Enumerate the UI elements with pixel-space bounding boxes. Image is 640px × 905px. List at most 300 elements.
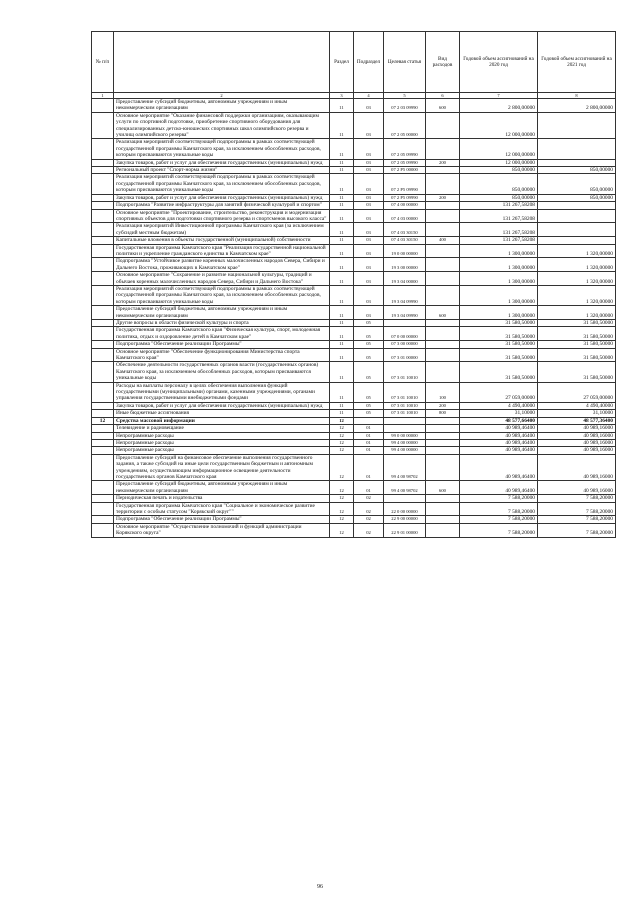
row-amount-2020: 7 588,20000 <box>460 516 538 523</box>
row-number <box>92 99 114 113</box>
row-name: Реализация мероприятий Инвестиционной программы Камчатского края (за исключением субсидий местным бюджетам) <box>114 223 330 237</box>
row-amount-2021: 31 580,50000 <box>538 327 616 341</box>
row-number <box>92 272 114 286</box>
header-razdel: Раздел <box>330 32 354 93</box>
row-podrazdel: 05 <box>354 402 384 409</box>
row-razdel: 11 <box>330 159 354 166</box>
row-name: Непрограммные расходы <box>114 447 330 454</box>
row-name: Периодическая печать и издательства <box>114 495 330 502</box>
row-amount-2021: 40 989,16000 <box>538 432 616 439</box>
row-target-article <box>384 320 426 327</box>
row-expense-type <box>426 285 460 305</box>
row-razdel: 11 <box>330 202 354 209</box>
row-amount-2021 <box>538 223 616 237</box>
row-number <box>92 454 114 481</box>
row-amount-2020: 12 000,00000 <box>460 159 538 166</box>
row-target-article: 19 3 00 00000 <box>384 258 426 272</box>
row-expense-type <box>426 516 460 523</box>
table-row <box>92 454 616 481</box>
row-expense-type: 200 <box>426 194 460 201</box>
row-amount-2021: 31 580,50000 <box>538 362 616 382</box>
table-row <box>92 174 616 194</box>
row-podrazdel: 03 <box>354 258 384 272</box>
row-expense-type <box>426 209 460 223</box>
row-amount-2021: 31,10000 <box>538 410 616 417</box>
row-amount-2021 <box>538 202 616 209</box>
row-target-article: 22 9 00 00000 <box>384 516 426 523</box>
row-target-article: 07 0 00 00000 <box>384 327 426 341</box>
row-amount-2021: 7 588,20000 <box>538 523 616 537</box>
row-podrazdel: 02 <box>354 502 384 516</box>
row-name: Подпрограмма "Развитие инфраструктуры для занятий физической культурой и спортом" <box>114 202 330 209</box>
row-expense-type <box>426 139 460 159</box>
row-razdel: 12 <box>330 502 354 516</box>
row-target-article: 07 2 P5 09990 <box>384 194 426 201</box>
table-row <box>92 327 616 341</box>
row-razdel: 11 <box>330 402 354 409</box>
table-row <box>92 244 616 258</box>
row-amount-2020: 12 000,00000 <box>460 139 538 159</box>
row-target-article: 19 3 04 09990 <box>384 306 426 320</box>
row-name: Основное мероприятие "Проектирование, строительство, реконструкция и модернизация спортивных объектов для подготовки спортивного резерва и спортсменов высокого класса" <box>114 209 330 223</box>
row-name: Расходы на выплаты персоналу в целях обеспечения выполнения функций государственными (муниципальными) органами, казенными учреждениями, органами управления государственными внебюджетными фондами <box>114 382 330 402</box>
row-number <box>92 285 114 305</box>
row-number <box>92 402 114 409</box>
row-number <box>92 523 114 537</box>
table-row <box>92 223 616 237</box>
table-header-row <box>92 32 616 93</box>
table-row <box>92 272 616 286</box>
row-name: Подпрограмма "Обеспечение реализации Программы" <box>114 516 330 523</box>
row-target-article: 07 3 01 00000 <box>384 348 426 362</box>
table-row <box>92 194 616 201</box>
row-amount-2021 <box>538 139 616 159</box>
row-name: Закупка товаров, работ и услуг для обеспечения государственных (муниципальных) нужд <box>114 402 330 409</box>
column-number: 2 <box>114 93 330 99</box>
row-podrazdel: 03 <box>354 272 384 286</box>
row-number <box>92 439 114 446</box>
row-amount-2021: 31 580,50000 <box>538 320 616 327</box>
row-expense-type: 600 <box>426 99 460 113</box>
row-amount-2021: 850,00000 <box>538 167 616 174</box>
row-amount-2020: 40 989,46400 <box>460 432 538 439</box>
row-number <box>92 320 114 327</box>
row-number <box>92 209 114 223</box>
table-row <box>92 447 616 454</box>
row-name: Другие вопросы в области физической культуры и спорта <box>114 320 330 327</box>
table-row <box>92 167 616 174</box>
row-amount-2020: 850,00000 <box>460 167 538 174</box>
row-target-article: 99 4 00 00000 <box>384 439 426 446</box>
row-target-article: 99 4 00 98702 <box>384 481 426 495</box>
row-name: Средства массовой информации <box>114 417 330 424</box>
row-target-article: 07 4 03 30150 <box>384 223 426 237</box>
row-number <box>92 194 114 201</box>
column-number: 7 <box>460 93 538 99</box>
row-target-article: 07 3 01 10010 <box>384 410 426 417</box>
column-number: 1 <box>92 93 114 99</box>
row-name: Подпрограмма "Устойчивое развитие коренных малочисленных народов Севера, Сибири и Дальнего Востока, проживающих в Камчатском крае" <box>114 258 330 272</box>
row-number <box>92 159 114 166</box>
row-podrazdel <box>354 417 384 424</box>
row-amount-2021: 48 577,36400 <box>538 417 616 424</box>
row-razdel: 11 <box>330 209 354 223</box>
table-row <box>92 425 616 432</box>
row-name: Подпрограмма "Обеспечение реализации Программы" <box>114 341 330 348</box>
row-target-article <box>384 495 426 502</box>
row-amount-2021 <box>538 112 616 139</box>
header-podrazdel: Подраздел <box>354 32 384 93</box>
row-razdel: 11 <box>330 237 354 244</box>
row-target-article: 99 4 00 98702 <box>384 454 426 481</box>
row-target-article: 22 9 01 00000 <box>384 523 426 537</box>
table-row <box>92 209 616 223</box>
row-expense-type <box>426 348 460 362</box>
column-number: 5 <box>384 93 426 99</box>
row-target-article: 19 3 04 00000 <box>384 272 426 286</box>
row-amount-2021: 40 989,16000 <box>538 425 616 432</box>
row-amount-2021: 27 059,00000 <box>538 382 616 402</box>
row-expense-type <box>426 341 460 348</box>
table-row <box>92 516 616 523</box>
row-number <box>92 174 114 194</box>
row-podrazdel: 05 <box>354 362 384 382</box>
row-expense-type <box>426 447 460 454</box>
row-podrazdel: 03 <box>354 112 384 139</box>
row-amount-2020: 31,10000 <box>460 410 538 417</box>
row-amount-2021: 7 588,20000 <box>538 502 616 516</box>
row-number <box>92 258 114 272</box>
header-target-article: Целевая статья <box>384 32 426 93</box>
row-amount-2021: 7 588,20000 <box>538 516 616 523</box>
row-target-article: 19 0 00 00000 <box>384 244 426 258</box>
row-amount-2020: 31 580,50000 <box>460 362 538 382</box>
row-name: Государственная программа Камчатского края "Физическая культура, спорт, молодежная политика, отдых и оздоровление детей в Камчатском крае" <box>114 327 330 341</box>
table-row <box>92 285 616 305</box>
row-razdel: 11 <box>330 410 354 417</box>
header-year-2020: Годовой объем ассигнований на 2020 год <box>460 32 538 93</box>
table-row <box>92 523 616 537</box>
row-razdel: 11 <box>330 258 354 272</box>
row-number <box>92 425 114 432</box>
row-target-article: 07 2 P5 00000 <box>384 167 426 174</box>
row-expense-type: 600 <box>426 306 460 320</box>
row-amount-2020: 4 490,40000 <box>460 402 538 409</box>
row-amount-2021 <box>538 237 616 244</box>
row-name: Капитальные вложения в объекты государственной (муниципальной) собственности <box>114 237 330 244</box>
row-name: Основное мероприятие "Обеспечение функционирования Министерства спорта Камчатского края" <box>114 348 330 362</box>
row-amount-2021: 4 490,40000 <box>538 402 616 409</box>
row-name: Закупка товаров, работ и услуг для обеспечения государственных (муниципальных) нужд <box>114 194 330 201</box>
row-razdel: 11 <box>330 320 354 327</box>
table-row <box>92 258 616 272</box>
row-amount-2020: 40 989,46400 <box>460 425 538 432</box>
row-name: Предоставление субсидий на финансовое обеспечение выполнения государственного задания, а также субсидий на иные цели государственным бюджетным и автономным учреждениям, осуществляющим информационное освещение деятельности государственных органов Камчатского края <box>114 454 330 481</box>
row-podrazdel: 05 <box>354 348 384 362</box>
row-amount-2021: 850,00000 <box>538 174 616 194</box>
row-expense-type <box>426 439 460 446</box>
row-number <box>92 237 114 244</box>
row-podrazdel: 05 <box>354 410 384 417</box>
budget-table <box>91 31 616 538</box>
row-amount-2021: 850,00000 <box>538 194 616 201</box>
row-target-article: 07 4 03 30150 <box>384 237 426 244</box>
row-expense-type <box>426 272 460 286</box>
row-number <box>92 362 114 382</box>
row-target-article: 07 3 01 10010 <box>384 362 426 382</box>
row-razdel: 11 <box>330 285 354 305</box>
row-name: Обеспечение деятельности государственных органов власти (государственных органов) Камчатского края, за исключением обособленных расходов, которым присваиваются уникальные коды <box>114 362 330 382</box>
row-podrazdel: 01 <box>354 439 384 446</box>
row-name: Государственная программа Камчатского края "Реализация государственной национальной политики и укрепление гражданского единства в Камчатском крае" <box>114 244 330 258</box>
row-target-article: 99 0 00 00000 <box>384 432 426 439</box>
row-amount-2020: 31 580,50000 <box>460 327 538 341</box>
row-podrazdel: 03 <box>354 167 384 174</box>
row-expense-type <box>426 417 460 424</box>
row-expense-type <box>426 502 460 516</box>
header-expense-type: Вид расходов <box>426 32 460 93</box>
row-number: 12 <box>92 417 114 424</box>
row-razdel: 11 <box>330 327 354 341</box>
table-row <box>92 112 616 139</box>
row-amount-2020: 7 588,20000 <box>460 495 538 502</box>
row-podrazdel: 02 <box>354 516 384 523</box>
row-podrazdel: 03 <box>354 285 384 305</box>
row-expense-type <box>426 223 460 237</box>
row-target-article: 07 4 00 00000 <box>384 202 426 209</box>
row-name: Реализация мероприятий соответствующей подпрограммы в рамках соответствующей государственной программы Камчатского края, за исключением обособленных расходов, которым присваиваются уникальные коды <box>114 174 330 194</box>
row-podrazdel: 05 <box>354 341 384 348</box>
row-razdel: 11 <box>330 341 354 348</box>
row-name: Основное мероприятие "Осуществление полномочий и функций администрации Корякского округа" <box>114 523 330 537</box>
row-razdel: 11 <box>330 244 354 258</box>
row-expense-type <box>426 244 460 258</box>
row-razdel: 12 <box>330 481 354 495</box>
row-razdel: 11 <box>330 348 354 362</box>
table-row <box>92 202 616 209</box>
row-target-article: 19 3 04 09990 <box>384 285 426 305</box>
row-number <box>92 112 114 139</box>
row-name: Региональный проект "Спорт-норма жизни" <box>114 167 330 174</box>
row-number <box>92 432 114 439</box>
row-name: Непрограммные расходы <box>114 432 330 439</box>
row-amount-2020: 40 989,46400 <box>460 454 538 481</box>
row-amount-2021: 40 989,16000 <box>538 481 616 495</box>
column-number: 4 <box>354 93 384 99</box>
row-podrazdel: 03 <box>354 223 384 237</box>
row-number <box>92 223 114 237</box>
row-expense-type <box>426 174 460 194</box>
row-number <box>92 341 114 348</box>
row-name: Предоставление субсидий бюджетным, автономным учреждениям и иным некоммерческим организациям <box>114 306 330 320</box>
table-body <box>92 99 616 538</box>
row-expense-type <box>426 327 460 341</box>
row-amount-2020: 850,00000 <box>460 174 538 194</box>
row-razdel: 11 <box>330 112 354 139</box>
row-podrazdel: 03 <box>354 244 384 258</box>
row-amount-2020: 1 300,00000 <box>460 244 538 258</box>
header-no: № п/п <box>92 32 114 93</box>
table-row <box>92 495 616 502</box>
table-row <box>92 502 616 516</box>
row-amount-2020: 12 000,00000 <box>460 112 538 139</box>
row-number <box>92 348 114 362</box>
row-podrazdel: 03 <box>354 306 384 320</box>
row-amount-2021: 31 580,50000 <box>538 348 616 362</box>
row-razdel: 12 <box>330 495 354 502</box>
row-amount-2020: 48 577,66400 <box>460 417 538 424</box>
row-name: Предоставление субсидий бюджетным, автономным учреждениям и иным некоммерческим организациям <box>114 99 330 113</box>
row-razdel: 12 <box>330 439 354 446</box>
row-name: Иные бюджетные ассигнования <box>114 410 330 417</box>
row-podrazdel: 02 <box>354 523 384 537</box>
table-row <box>92 402 616 409</box>
row-podrazdel: 03 <box>354 174 384 194</box>
row-razdel: 12 <box>330 523 354 537</box>
row-number <box>92 244 114 258</box>
header-year-2021: Годовой объем ассигнований на 2021 год <box>538 32 616 93</box>
row-razdel: 12 <box>330 417 354 424</box>
row-expense-type <box>426 202 460 209</box>
row-amount-2020: 131 267,58208 <box>460 223 538 237</box>
row-number <box>92 327 114 341</box>
column-number: 6 <box>426 93 460 99</box>
table-row <box>92 410 616 417</box>
row-amount-2021: 1 320,00000 <box>538 244 616 258</box>
row-amount-2021: 40 989,16000 <box>538 447 616 454</box>
row-expense-type: 100 <box>426 382 460 402</box>
row-expense-type <box>426 495 460 502</box>
row-razdel: 11 <box>330 174 354 194</box>
row-amount-2020: 31 580,50000 <box>460 341 538 348</box>
row-amount-2020: 40 989,46400 <box>460 439 538 446</box>
row-podrazdel: 03 <box>354 159 384 166</box>
row-target-article <box>384 425 426 432</box>
row-amount-2020: 131 267,58208 <box>460 237 538 244</box>
row-target-article: 22 0 00 00000 <box>384 502 426 516</box>
row-amount-2020: 40 989,46400 <box>460 447 538 454</box>
row-number <box>92 167 114 174</box>
table-row <box>92 362 616 382</box>
row-podrazdel: 01 <box>354 454 384 481</box>
budget-table-sheet <box>91 31 615 538</box>
row-expense-type <box>426 523 460 537</box>
column-number: 3 <box>330 93 354 99</box>
table-row <box>92 417 616 424</box>
row-target-article: 99 4 00 00000 <box>384 447 426 454</box>
row-razdel: 11 <box>330 223 354 237</box>
row-amount-2021 <box>538 159 616 166</box>
row-expense-type: 800 <box>426 410 460 417</box>
table-row <box>92 139 616 159</box>
row-amount-2021: 1 320,00000 <box>538 306 616 320</box>
row-amount-2021: 1 320,00000 <box>538 285 616 305</box>
page-number: 96 <box>317 884 323 890</box>
row-amount-2021: 1 320,00000 <box>538 272 616 286</box>
row-number <box>92 139 114 159</box>
table-row <box>92 99 616 113</box>
row-number <box>92 516 114 523</box>
row-name: Основное мероприятие "Сохранение и развитие национальной культуры, традиций и обычаев коренных малочисленных народов Севера, Сибири и Дальнего Востока" <box>114 272 330 286</box>
row-podrazdel: 01 <box>354 447 384 454</box>
row-number <box>92 495 114 502</box>
row-number <box>92 502 114 516</box>
row-razdel: 11 <box>330 194 354 201</box>
table-row <box>92 320 616 327</box>
row-podrazdel: 05 <box>354 327 384 341</box>
row-expense-type: 200 <box>426 402 460 409</box>
row-name: Закупка товаров, работ и услуг для обеспечения государственных (муниципальных) нужд <box>114 159 330 166</box>
row-podrazdel: 01 <box>354 432 384 439</box>
row-razdel: 11 <box>330 382 354 402</box>
row-podrazdel: 01 <box>354 425 384 432</box>
table-row <box>92 159 616 166</box>
row-razdel: 11 <box>330 306 354 320</box>
table-row <box>92 306 616 320</box>
table-row <box>92 481 616 495</box>
row-name: Основное мероприятие "Оказание финансовой поддержки организациям, оказывающим услуги по спортивной подготовке, приобретение спортивного оборудования для специализированных детско-юношеских спортивных школ олимпийского резерва и училищ олимпийского резерва" <box>114 112 330 139</box>
row-target-article: 07 3 01 10010 <box>384 402 426 409</box>
row-name: Реализация мероприятий соответствующей подпрограммы в рамках соответствующей государственной программы Камчатского края, за исключением обособленных расходов, которым присваиваются уникальные коды <box>114 139 330 159</box>
row-number <box>92 202 114 209</box>
row-amount-2020: 31 580,50000 <box>460 348 538 362</box>
row-podrazdel: 03 <box>354 139 384 159</box>
table-row <box>92 432 616 439</box>
row-razdel: 11 <box>330 99 354 113</box>
row-amount-2020: 31 580,50000 <box>460 320 538 327</box>
row-name: Телевидение и радиовещание <box>114 425 330 432</box>
table-row <box>92 348 616 362</box>
row-amount-2020: 27 059,00000 <box>460 382 538 402</box>
row-amount-2020: 2 800,00000 <box>460 99 538 113</box>
row-amount-2021: 1 320,00000 <box>538 258 616 272</box>
table-row <box>92 341 616 348</box>
row-razdel: 12 <box>330 516 354 523</box>
row-amount-2020: 850,00000 <box>460 194 538 201</box>
row-amount-2020: 1 300,00000 <box>460 285 538 305</box>
row-podrazdel: 03 <box>354 237 384 244</box>
row-razdel: 11 <box>330 167 354 174</box>
row-expense-type <box>426 432 460 439</box>
row-expense-type <box>426 167 460 174</box>
row-target-article: 07 2 05 00000 <box>384 112 426 139</box>
row-razdel: 12 <box>330 432 354 439</box>
row-amount-2021: 31 580,50000 <box>538 341 616 348</box>
row-amount-2020: 1 300,00000 <box>460 306 538 320</box>
row-number <box>92 447 114 454</box>
row-podrazdel: 03 <box>354 194 384 201</box>
row-name: Непрограммные расходы <box>114 439 330 446</box>
row-razdel: 12 <box>330 454 354 481</box>
row-podrazdel: 03 <box>354 99 384 113</box>
row-amount-2020: 40 989,46400 <box>460 481 538 495</box>
row-target-article: 07 2 P5 09990 <box>384 174 426 194</box>
row-target-article <box>384 417 426 424</box>
row-razdel: 11 <box>330 362 354 382</box>
row-name: Реализация мероприятий соответствующей подпрограммы в рамках соответствующей государственной программы Камчатского края, за исключением обособленных расходов, которым присваиваются уникальные коды <box>114 285 330 305</box>
row-amount-2020: 131 267,58208 <box>460 202 538 209</box>
row-number <box>92 481 114 495</box>
row-razdel: 11 <box>330 272 354 286</box>
row-podrazdel: 05 <box>354 320 384 327</box>
row-amount-2021: 40 989,16000 <box>538 439 616 446</box>
row-expense-type <box>426 320 460 327</box>
row-expense-type: 600 <box>426 481 460 495</box>
row-expense-type <box>426 258 460 272</box>
row-expense-type <box>426 425 460 432</box>
row-target-article: 07 2 05 09990 <box>384 139 426 159</box>
column-number: 8 <box>538 93 616 99</box>
